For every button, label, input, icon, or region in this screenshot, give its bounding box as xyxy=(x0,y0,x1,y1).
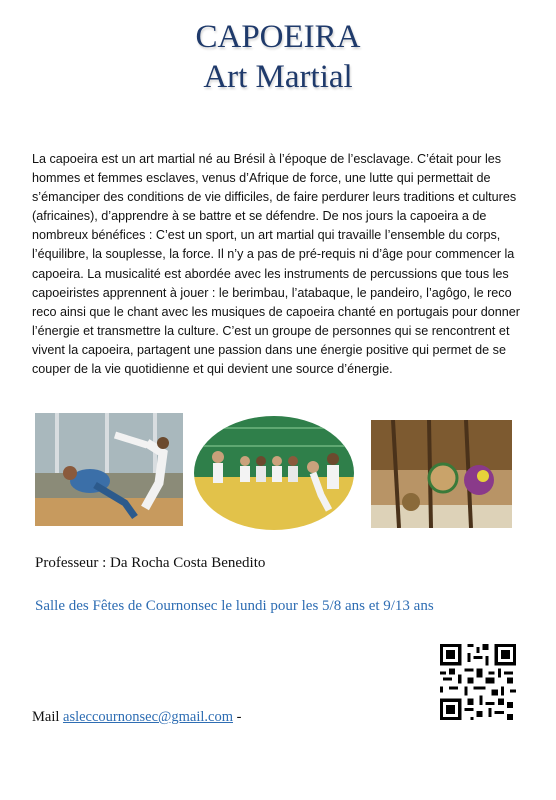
teacher-line: Professeur : Da Rocha Costa Benedito xyxy=(35,555,266,571)
schedule-line: Salle des Fêtes de Cournonsec le lundi pour les 5/8 ans et 9/13 ans xyxy=(35,598,434,614)
mail-suffix: - xyxy=(236,709,242,725)
photo-capoeira-kick xyxy=(35,413,183,526)
email-link[interactable]: asleccournonsec@gmail.com xyxy=(63,709,233,725)
qr-code-icon[interactable] xyxy=(440,644,516,720)
contact-line xyxy=(32,709,241,726)
photo-children-group xyxy=(193,415,355,531)
title-line-2: Art Martial xyxy=(203,59,353,95)
photo-berimbau-instruments xyxy=(371,420,512,528)
mail-label: Mail xyxy=(32,709,60,725)
title-line-1: CAPOEIRA xyxy=(195,19,361,55)
intro-paragraph: La capoeira est un art martial né au Brésil à l’époque de l’esclavage. C’était pour les hommes et femmes esclaves, venus d’Afrique de force, une lutte qui permettait de s’émanciper des conditions de vie difficiles, de faire perdurer leurs traditions et cultures (africaines), d’apprendre à se battre et se défendre. De nos jours la capoeira a de nombreux bénéfices : C’est un sport, un art martial qui travaille l’ensemble du corps, l’équilibre, la souplesse, la force. Il n’y a pas de pré-requis ni d’âge pour commencer la capoeira. La musicalité est abordée avec les instruments de percussions que tous les capoeiristes apprennent à jouer : le berimbau, l’atabaque, le pandeiro, l’agôgo, le reco reco ainsi que le chant avec les musiques de capoeira chanté en portugais pour donner l’énergie et transmettre la culture. C’est un groupe de personnes qui se rencontrent et vivent la capoeira, partagent une passion dans une énergie positive qui permet de se couper de la vie quotidienne et qui devient une source d’énergie. xyxy=(32,152,520,377)
